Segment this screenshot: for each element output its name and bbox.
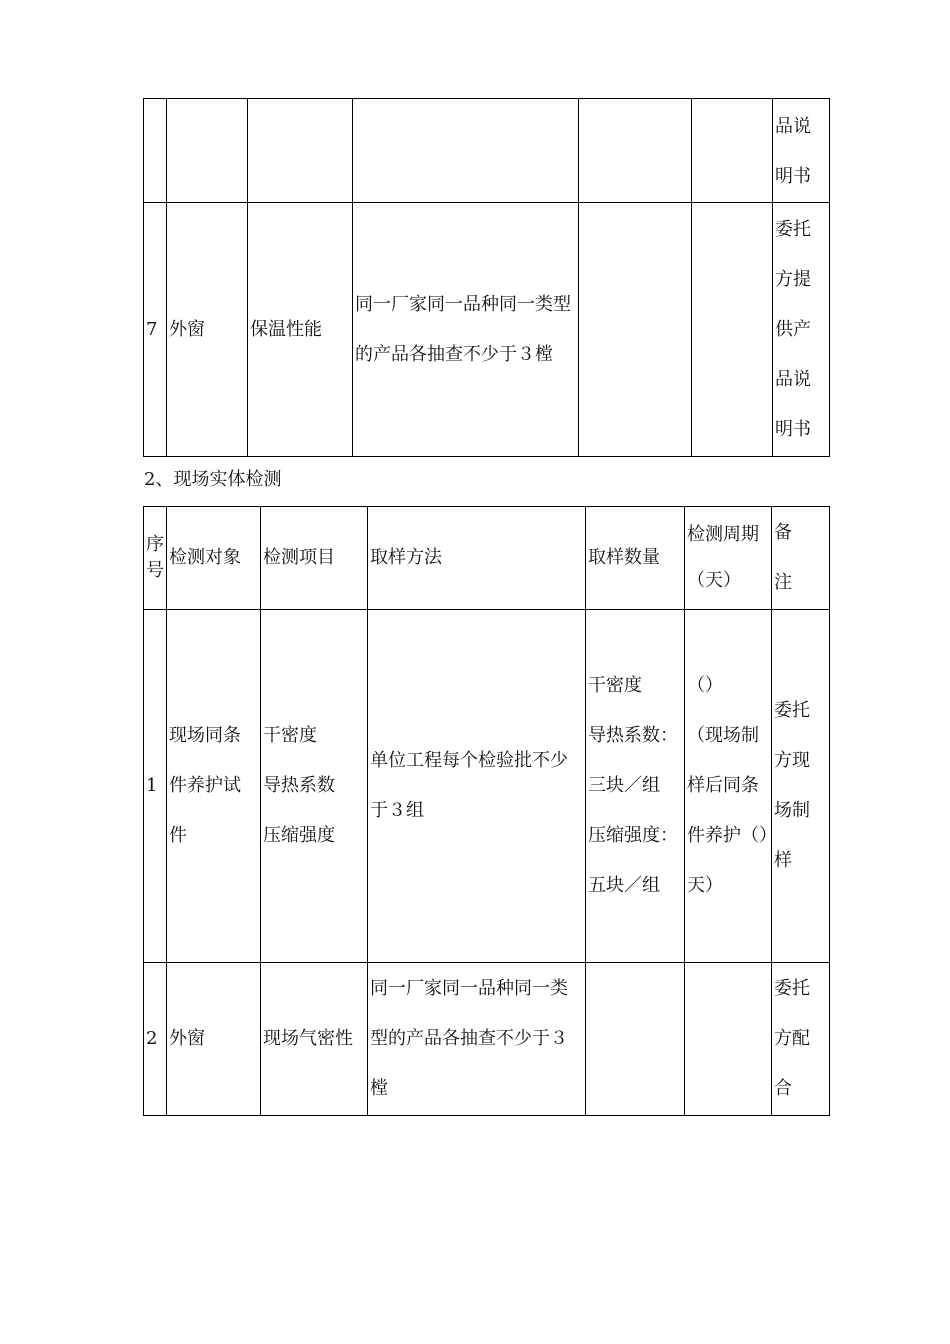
cell-object bbox=[167, 99, 248, 203]
cell-no: 1 bbox=[144, 610, 167, 963]
cell-quantity bbox=[579, 203, 692, 457]
cell-no bbox=[144, 99, 167, 203]
header-no: 序号 bbox=[144, 507, 167, 610]
cell-quantity: 干密度 导热系数： 三块／组 压缩强度： 五块／组 bbox=[586, 610, 685, 963]
cell-no: 2 bbox=[144, 963, 167, 1116]
cell-note: 委托方提供产品说明书 bbox=[773, 203, 830, 457]
cell-item: 干密度 导热系数 压缩强度 bbox=[261, 610, 368, 963]
cell-cycle bbox=[692, 99, 773, 203]
cell-method: 单位工程每个检验批不少于３组 bbox=[368, 610, 586, 963]
cell-cycle bbox=[685, 963, 772, 1116]
cell-cycle bbox=[692, 203, 773, 457]
header-item: 检测项目 bbox=[261, 507, 368, 610]
cell-item: 现场气密性 bbox=[261, 963, 368, 1116]
cell-method bbox=[353, 99, 579, 203]
cell-note: 品说 明书 bbox=[773, 99, 830, 203]
cell-no: 7 bbox=[144, 203, 167, 457]
header-object: 检测对象 bbox=[167, 507, 261, 610]
cell-item: 保温性能 bbox=[248, 203, 353, 457]
table-row bbox=[144, 99, 830, 203]
cell-method: 同一厂家同一品种同一类型的产品各抽查不少于３樘 bbox=[368, 963, 586, 1116]
cell-quantity bbox=[579, 99, 692, 203]
cell-cycle: （） （现场制样后同条件养护（）天） bbox=[685, 610, 772, 963]
table-row bbox=[144, 963, 830, 1116]
table-row bbox=[144, 610, 830, 963]
materials-test-table-continued bbox=[143, 98, 830, 457]
onsite-test-table bbox=[143, 506, 830, 1116]
cell-note: 委托方配合 bbox=[772, 963, 830, 1116]
cell-object: 外窗 bbox=[167, 963, 261, 1116]
header-cycle: 检测周期（天） bbox=[685, 507, 772, 610]
section-heading: 2、现场实体检测 bbox=[144, 469, 282, 490]
cell-object: 现场同条件养护试件 bbox=[167, 610, 261, 963]
table-header-row bbox=[144, 507, 830, 610]
cell-quantity bbox=[586, 963, 685, 1116]
cell-object: 外窗 bbox=[167, 203, 248, 457]
header-note: 备 注 bbox=[772, 507, 830, 610]
header-method: 取样方法 bbox=[368, 507, 586, 610]
cell-method: 同一厂家同一品种同一类型的产品各抽查不少于３樘 bbox=[353, 203, 579, 457]
table-row bbox=[144, 203, 830, 457]
header-quantity: 取样数量 bbox=[586, 507, 685, 610]
cell-item bbox=[248, 99, 353, 203]
cell-note: 委托方现场制样 bbox=[772, 610, 830, 963]
